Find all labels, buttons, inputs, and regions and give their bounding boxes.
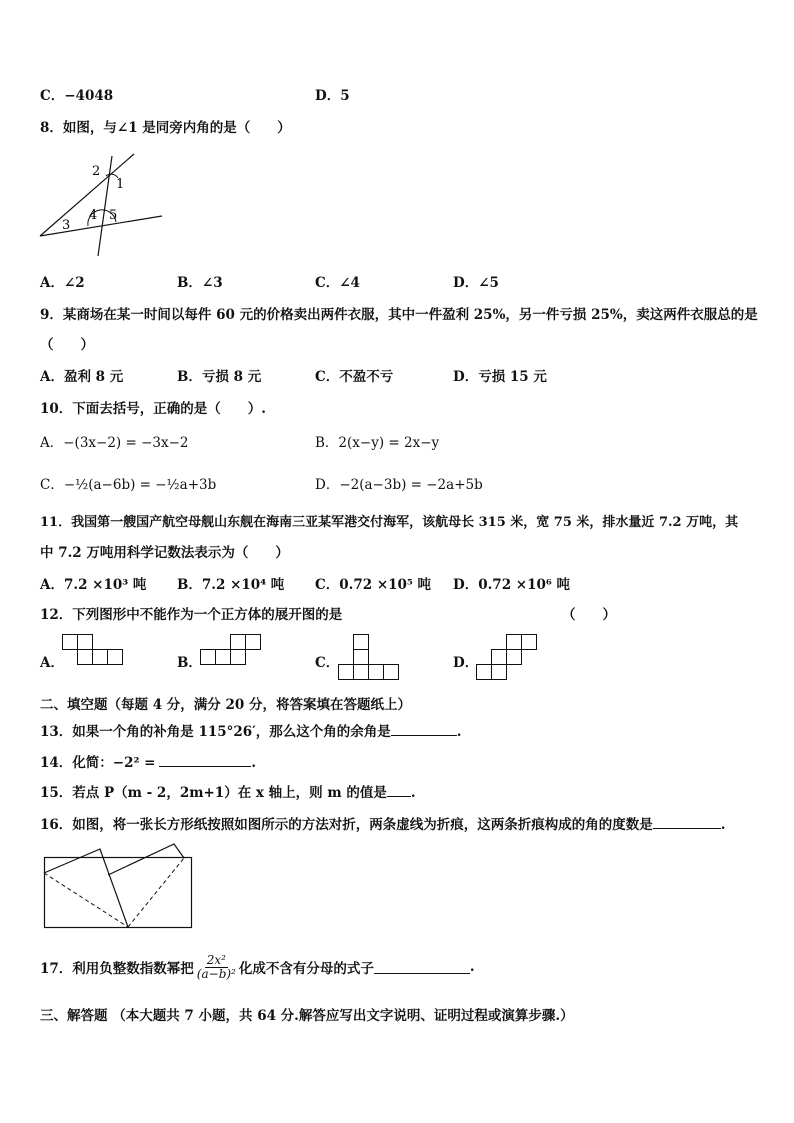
q13 [40,720,461,740]
q17-fraction [197,954,236,981]
q13-end: . [456,724,462,740]
q12-option-d[interactable]: D． [453,655,479,671]
q14-blank[interactable] [159,753,251,767]
q12-stem: 12．下列图形中不能作为一个正方体的展开图的是 [40,607,343,623]
q17-mid: 化成不含有分母的式子 [238,961,374,977]
q10-option-b[interactable]: B．2(x−y) = 2x−y [315,435,440,451]
q8-option-d[interactable]: D．∠5 [453,275,499,291]
q15-text: 15．若点 P（m - 2，2m+1）在 x 轴上，则 m 的值是 [40,785,387,801]
q14-end: . [251,755,257,771]
q10-option-c[interactable]: C．−½(a−6b) = −½a+3b [40,477,217,493]
q16-end: . [720,817,726,833]
q8-figure [36,148,166,258]
q17-text: 17．利用负整数指数幂把 [40,961,194,977]
q8-stem: 8．如图，与∠1 是同旁内角的是（ ） [40,120,291,136]
q8-label-4: 4 [89,208,98,223]
q10-stem: 10．下面去括号，正确的是（ ）. [40,401,266,417]
q15-blank[interactable] [387,783,411,797]
q11-stem: 11．我国第一艘国产航空母舰山东舰在海南三亚某军港交付海军，该航母长 315 米，宽 75 米，排水量近 7.2 万吨，其 [40,515,739,530]
q9-option-a[interactable]: A．盈利 8 元 [40,369,124,385]
section-3-heading: 三、解答题 （本大题共 7 小题，共 64 分.解答应写出文字说明、证明过程或演算步骤.） [40,1008,574,1024]
q11-option-a[interactable]: A．7.2 ×10³ 吨 [40,577,147,593]
q12-option-b[interactable]: B． [177,655,202,671]
q9-stem: 9．某商场在某一时间以每件 60 元的价格卖出两件衣服，其中一件盈利 25%，另一件亏损 25%，卖这两件衣服总的是 [40,307,758,323]
q15 [40,781,416,801]
q15-end: . [410,785,416,801]
q11-stem-cont: 中 7.2 万吨用科学记数法表示为（ ） [40,545,289,561]
q9-option-c[interactable]: C．不盈不亏 [315,369,394,385]
q12-net-a [62,634,126,668]
q16 [40,813,726,833]
q14-text: 14．化简：−2² = [40,755,156,771]
q12-net-c [338,634,402,682]
q8-label-3: 3 [62,218,71,233]
q14 [40,751,256,771]
q13-text: 13．如果一个角的补角是 115°26′，那么这个角的余角是 [40,724,391,740]
q10-option-d[interactable]: D．−2(a−3b) = −2a+5b [315,477,483,493]
prev-option-d: D．5 [315,88,350,104]
q8-label-5: 5 [109,208,118,223]
q12-paren: （ ） [562,607,616,623]
q17 [40,948,475,986]
q12-option-a[interactable]: A． [40,655,64,671]
q11-option-d[interactable]: D．0.72 ×10⁶ 吨 [453,577,570,593]
q8-option-a[interactable]: A．∠2 [40,275,85,291]
section-2-heading: 二、填空题（每题 4 分，满分 20 分，将答案填在答题纸上） [40,697,411,713]
q13-blank[interactable] [391,722,457,736]
q16-blank[interactable] [653,815,721,829]
q8-option-c[interactable]: C．∠4 [315,275,360,291]
q9-option-d[interactable]: D．亏损 15 元 [453,369,547,385]
q9-option-b[interactable]: B．亏损 8 元 [177,369,262,385]
q16-figure [40,836,196,932]
q12-net-b [200,634,264,668]
q8-label-1: 1 [116,177,125,192]
q11-option-c[interactable]: C．0.72 ×10⁵ 吨 [315,577,432,593]
prev-option-c: C．−4048 [40,88,114,104]
q8-label-2: 2 [92,164,101,179]
q17-fraction-num: 2x² [206,952,226,967]
q12-option-c[interactable]: C． [315,655,340,671]
q8-option-b[interactable]: B．∠3 [177,275,223,291]
q9-stem-cont: （ ） [40,337,94,353]
q16-text: 16．如图，将一张长方形纸按照如图所示的方法对折，两条虚线为折痕，这两条折痕构成的角的度数是 [40,817,653,833]
q10-option-a[interactable]: A．−(3x−2) = −3x−2 [40,435,189,451]
q11-option-b[interactable]: B．7.2 ×10⁴ 吨 [177,577,285,593]
q12-net-d [476,634,540,682]
q17-fraction-den: (a−b)² [196,966,236,981]
q17-blank[interactable] [374,960,470,974]
q17-end: . [469,959,475,975]
